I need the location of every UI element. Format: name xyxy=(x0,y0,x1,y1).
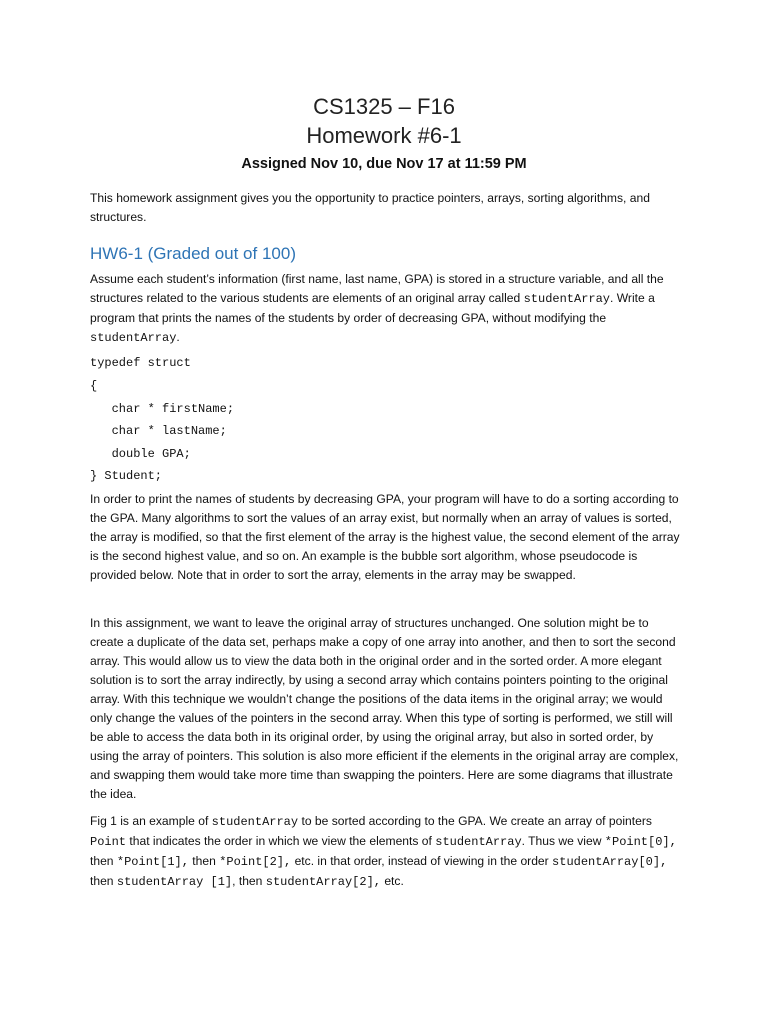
p4-text: Fig 1 is an example of xyxy=(90,814,212,828)
figure-paragraph xyxy=(90,812,680,892)
p4-code: studentArray xyxy=(435,835,522,849)
intro-paragraph: This homework assignment gives you the opportunity to practice pointers, arrays, sorting algorithms, and structures. xyxy=(90,191,650,224)
sorting-paragraph: In order to print the names of students by decreasing GPA, your program will have to do a sorting according to the GPA. Many algorithms to sort the values of an array exist, but normally when an array of values is sorted, the array is modified, so that the first element of the array is the highest value, the second element of the array is the second highest value, and so on. An example is the bubble sort algorithm, whose pseudocode is provided below. Note that in order to sort the array, elements in the array may be swapped. xyxy=(90,492,680,582)
problem-paragraph xyxy=(90,270,680,348)
p4-text: etc. in that order, instead of viewing in the order xyxy=(291,854,553,868)
p4-code: studentArray[0], xyxy=(552,855,668,869)
p4-text: etc. xyxy=(380,874,404,888)
indirect-sort-paragraph: In this assignment, we want to leave the original array of structures unchanged. One solution might be to create a duplicate of the data set, perhaps make a copy of one array into another, and then to sort the second array. This would allow us to view the data both in the original order and in the sorted order. A more elegant solution is to sort the array indirectly, by using a second array which contains pointers pointing to the original array. With this technique we wouldn’t change the positions of the data items in the original array; we would only change the values of the pointers in the second array. When this type of sorting is performed, we still will be able to access the data both in its original order, by using the original array, but also in sorted order, by using the array of pointers. This solution is also more efficient if the elements in the original array are complex, and swapping them would take more time than swapping the pointers. Here are some diagrams that illustrate the idea. xyxy=(90,616,679,801)
p4-text: to be sorted according to the GPA. We create an array of pointers xyxy=(298,814,652,828)
p4-code: *Point[1], xyxy=(116,855,189,869)
assigned-dates: Assigned Nov 10, due Nov 17 at 11:59 PM xyxy=(241,156,527,172)
p1-code-b: studentArray xyxy=(90,331,177,345)
p4-text: . Thus we view xyxy=(521,834,605,848)
course-title: CS1325 – F16 xyxy=(313,94,455,119)
p1-code-a: studentArray xyxy=(523,292,611,306)
p4-text: , then xyxy=(232,874,266,888)
code-line: typedef struct xyxy=(90,356,191,370)
p4-text: then xyxy=(90,854,117,868)
p4-text: that indicates the order in which we view the elements of xyxy=(126,834,436,848)
p4-code: studentArray [1] xyxy=(116,875,233,889)
code-line: char * lastName; xyxy=(90,424,227,438)
code-line: char * firstName; xyxy=(90,402,235,416)
p4-text: then xyxy=(90,874,117,888)
p1-text-c: . xyxy=(176,330,180,344)
code-line: } Student; xyxy=(90,469,163,483)
code-line: double GPA; xyxy=(90,447,191,461)
p4-code: studentArray xyxy=(211,815,299,829)
p1-text-b: . Write a program that prints the names of the students by order of decreasing GPA, without modifying the xyxy=(90,291,655,325)
p4-code: studentArray[2], xyxy=(265,875,381,889)
code-line: { xyxy=(90,379,98,393)
p4-code: Point xyxy=(90,835,127,849)
section-heading: HW6-1 (Graded out of 100) xyxy=(90,244,296,263)
p4-code: *Point[0], xyxy=(604,835,677,849)
p4-text: then xyxy=(188,854,220,868)
p1-text-a: Assume each student’s information (first name, last name, GPA) is stored in a structure variable, and all the structures related to the various students are elements of an original array called xyxy=(90,272,664,305)
homework-title: Homework #6-1 xyxy=(306,123,462,148)
p4-code: *Point[2], xyxy=(219,855,292,869)
